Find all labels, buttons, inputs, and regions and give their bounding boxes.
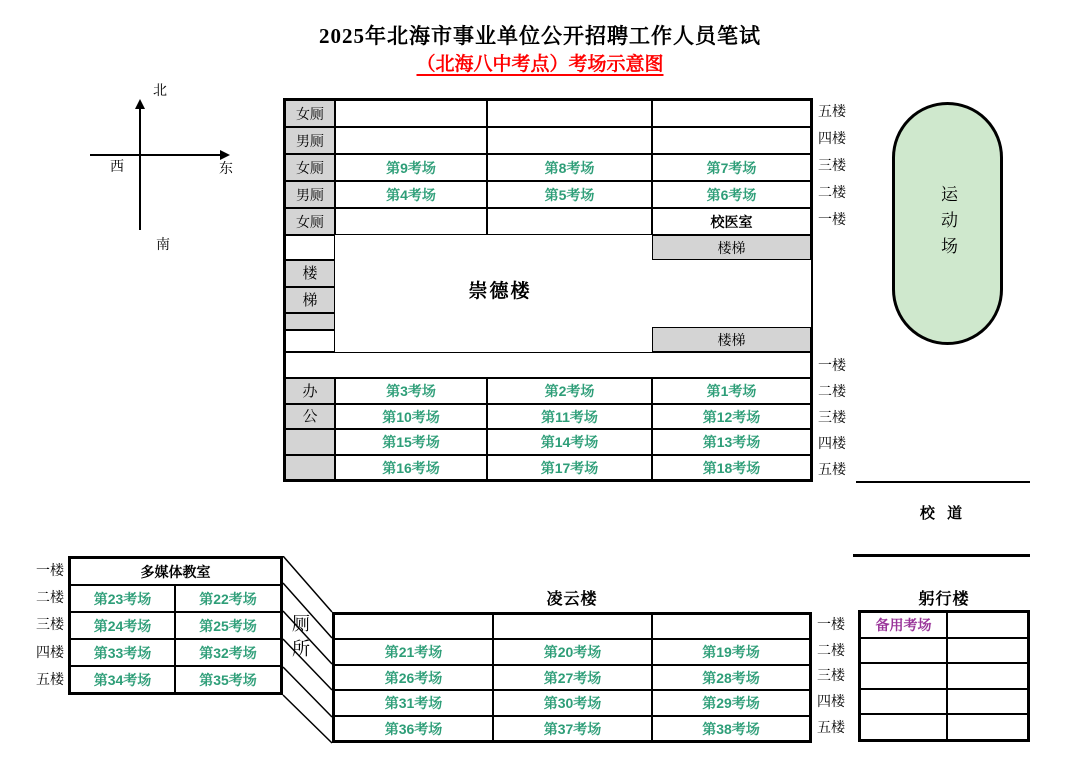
office-cell: 办 xyxy=(285,378,335,404)
room-cell: 第15考场 xyxy=(335,429,487,455)
compass-horizontal-axis xyxy=(90,154,221,156)
room-cell: 第16考场 xyxy=(335,455,487,480)
room-cell: 第21考场 xyxy=(334,639,493,665)
floor-label: 三楼 xyxy=(817,667,845,683)
empty-cell xyxy=(335,127,487,154)
empty-cell xyxy=(860,663,947,689)
toilet-cell: 男厕 xyxy=(285,181,335,208)
room-cell: 第9考场 xyxy=(335,154,487,181)
empty-cell xyxy=(652,100,811,127)
room-cell: 第8考场 xyxy=(487,154,652,181)
empty-cell xyxy=(652,614,810,639)
floor-label: 五楼 xyxy=(818,461,846,477)
toilet-cell: 女厕 xyxy=(285,208,335,235)
room-cell: 第4考场 xyxy=(335,181,487,208)
school-road-line-top xyxy=(856,481,1030,483)
room-cell: 第14考场 xyxy=(487,429,652,455)
floor-label: 一楼 xyxy=(818,211,846,227)
stairs-cell: 梯 xyxy=(285,287,335,313)
floor-label: 五楼 xyxy=(817,719,845,735)
empty-cell xyxy=(947,638,1028,663)
floor-label: 一楼 xyxy=(817,616,845,632)
empty-cell xyxy=(335,100,487,127)
room-cell: 第29考场 xyxy=(652,690,810,716)
empty-cell xyxy=(285,235,335,260)
empty-cell xyxy=(947,663,1028,689)
floor-label: 三楼 xyxy=(36,616,64,632)
empty-cell xyxy=(947,689,1028,714)
floor-label: 二楼 xyxy=(818,184,846,200)
room-cell: 第13考场 xyxy=(652,429,811,455)
empty-cell xyxy=(860,714,947,740)
room-cell: 第11考场 xyxy=(487,404,652,429)
empty-cell xyxy=(652,127,811,154)
room-cell: 第1考场 xyxy=(652,378,811,404)
empty-cell xyxy=(493,614,652,639)
lingyun-title: 凌云楼 xyxy=(546,591,598,608)
room-cell: 第33考场 xyxy=(70,639,175,666)
empty-cell xyxy=(285,313,335,330)
room-cell: 第38考场 xyxy=(652,716,810,741)
floor-label: 五楼 xyxy=(818,103,846,119)
empty-cell xyxy=(285,455,335,480)
room-cell: 第25考场 xyxy=(175,612,281,639)
room-cell: 第12考场 xyxy=(652,404,811,429)
gongxing-title: 躬行楼 xyxy=(918,591,970,608)
room-cell: 第26考场 xyxy=(334,665,493,690)
room-cell: 第35考场 xyxy=(175,666,281,693)
sports-field xyxy=(892,102,1003,345)
room-cell: 第3考场 xyxy=(335,378,487,404)
sports-field-label: 运动场 xyxy=(938,184,957,263)
chongde-name: 崇德楼 xyxy=(468,281,532,302)
room-cell: 第17考场 xyxy=(487,455,652,480)
compass-south-label: 南 xyxy=(156,236,170,252)
media-room-cell: 多媒体教室 xyxy=(70,558,281,585)
school-road-line-bottom xyxy=(853,554,1030,557)
room-cell: 第24考场 xyxy=(70,612,175,639)
toilet-corridor-label: 厕所 xyxy=(290,614,310,664)
room-cell: 第32考场 xyxy=(175,639,281,666)
toilet-cell: 女厕 xyxy=(285,100,335,127)
toilet-cell: 男厕 xyxy=(285,127,335,154)
clinic-cell: 校医室 xyxy=(652,208,811,235)
room-cell: 第2考场 xyxy=(487,378,652,404)
empty-cell xyxy=(335,208,487,235)
room-cell: 第18考场 xyxy=(652,455,811,480)
compass-east-label: 东 xyxy=(219,160,233,176)
room-cell: 第5考场 xyxy=(487,181,652,208)
school-road-label: 校 道 xyxy=(919,505,967,522)
floor-label: 五楼 xyxy=(36,671,64,687)
lingyun-building-table xyxy=(332,612,812,743)
office-cell: 公 xyxy=(285,404,335,429)
backup-room-cell: 备用考场 xyxy=(860,612,947,638)
room-cell: 第36考场 xyxy=(334,716,493,741)
page-subtitle: （北海八中考点）考场示意图 xyxy=(416,54,664,75)
floor-label: 四楼 xyxy=(817,693,845,709)
floor-label: 三楼 xyxy=(818,409,846,425)
empty-cell xyxy=(860,689,947,714)
chongde-building-table xyxy=(283,98,813,482)
floor-label: 二楼 xyxy=(818,383,846,399)
room-cell: 第23考场 xyxy=(70,585,175,612)
floor-label: 一楼 xyxy=(818,357,846,373)
floor-label: 二楼 xyxy=(817,642,845,658)
empty-cell xyxy=(487,100,652,127)
floor-label: 四楼 xyxy=(36,644,64,660)
room-cell: 第34考场 xyxy=(70,666,175,693)
stairs-cell: 楼梯 xyxy=(652,327,811,352)
empty-cell xyxy=(860,638,947,663)
gongxing-building-table xyxy=(858,610,1030,742)
room-cell: 第19考场 xyxy=(652,639,810,665)
empty-cell xyxy=(285,330,335,352)
compass-vertical-axis xyxy=(139,107,141,230)
empty-cell xyxy=(285,352,811,378)
floor-label: 二楼 xyxy=(36,589,64,605)
room-cell: 第22考场 xyxy=(175,585,281,612)
floor-label: 一楼 xyxy=(36,562,64,578)
page-title: 2025年北海市事业单位公开招聘工作人员笔试 xyxy=(319,24,761,48)
room-cell: 第37考场 xyxy=(493,716,652,741)
empty-cell xyxy=(334,614,493,639)
room-cell: 第6考场 xyxy=(652,181,811,208)
empty-cell xyxy=(487,208,652,235)
empty-cell xyxy=(947,612,1028,638)
room-cell: 第30考场 xyxy=(493,690,652,716)
room-cell: 第31考场 xyxy=(334,690,493,716)
floor-label: 四楼 xyxy=(818,130,846,146)
stairs-cell: 楼 xyxy=(285,260,335,287)
compass-west-label: 西 xyxy=(110,158,124,174)
room-cell: 第27考场 xyxy=(493,665,652,690)
empty-cell xyxy=(947,714,1028,740)
floor-label: 四楼 xyxy=(818,435,846,451)
floor-label: 三楼 xyxy=(818,157,846,173)
toilet-cell: 女厕 xyxy=(285,154,335,181)
room-cell: 第10考场 xyxy=(335,404,487,429)
room-cell: 第7考场 xyxy=(652,154,811,181)
room-cell: 第20考场 xyxy=(493,639,652,665)
compass-north-label: 北 xyxy=(153,82,167,98)
stairs-cell: 楼梯 xyxy=(652,235,811,260)
empty-cell xyxy=(487,127,652,154)
media-building-table xyxy=(68,556,283,695)
room-cell: 第28考场 xyxy=(652,665,810,690)
empty-cell xyxy=(285,429,335,455)
east-arrow-icon xyxy=(220,150,230,160)
